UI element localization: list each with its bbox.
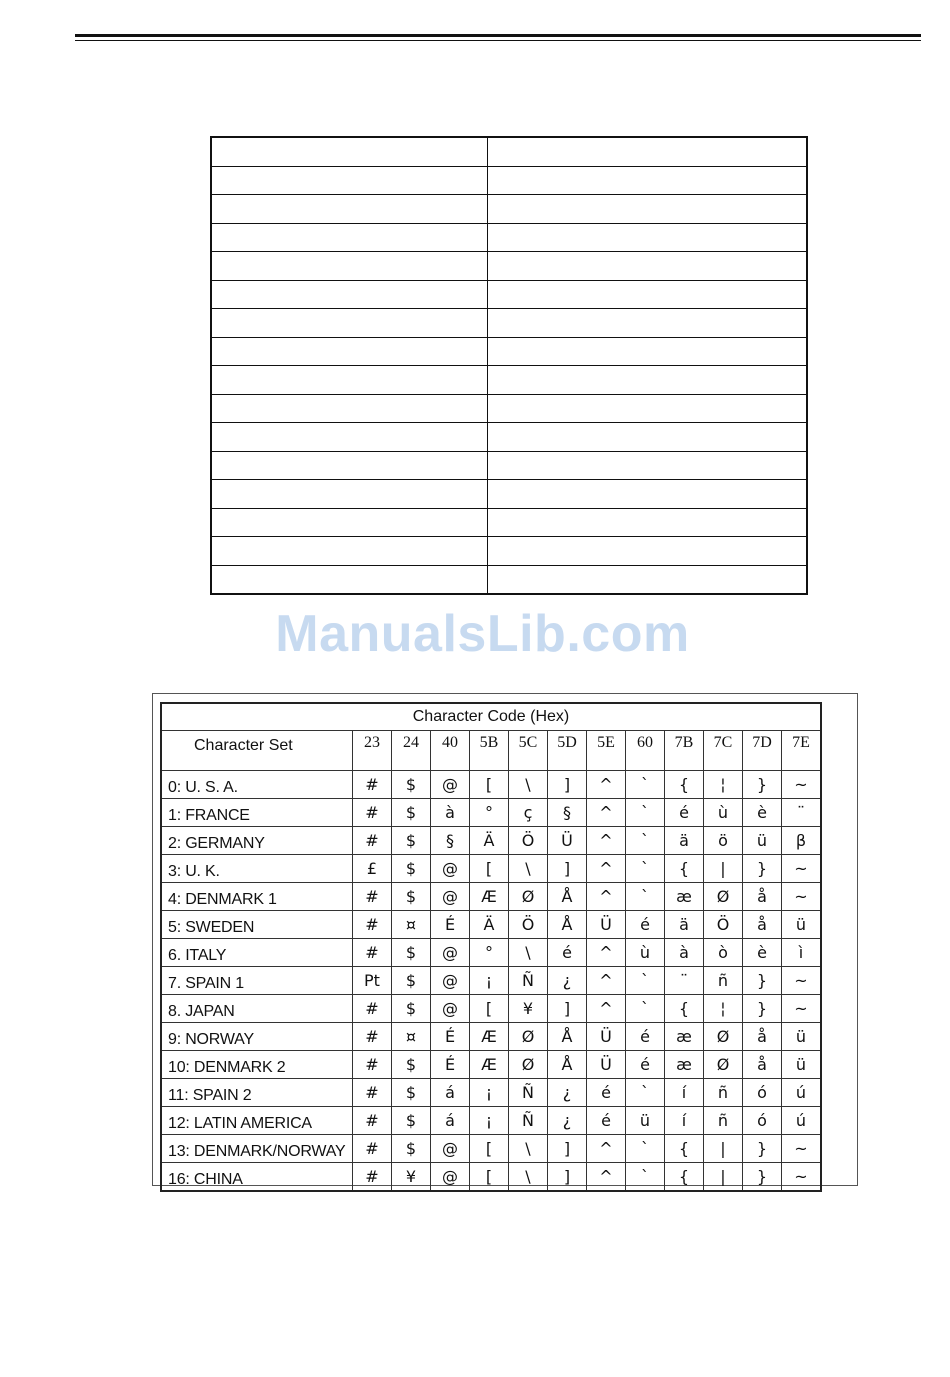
blank-table-cell: [211, 537, 488, 566]
character-cell: ñ: [704, 1107, 743, 1135]
character-set-name: 13: DENMARK/NORWAY: [161, 1135, 353, 1163]
character-cell: #: [353, 1079, 392, 1107]
header-rule-thin: [75, 40, 921, 41]
blank-table-row: [211, 394, 807, 423]
blank-table-cell: [211, 280, 488, 309]
character-cell: Ø: [509, 1051, 548, 1079]
character-cell: #: [353, 1023, 392, 1051]
table-row: [161, 1107, 821, 1135]
blank-table-row: [211, 451, 807, 480]
character-cell: #: [353, 1051, 392, 1079]
character-cell: ¥: [392, 1163, 431, 1192]
character-cell: é: [587, 1079, 626, 1107]
table-row: [161, 995, 821, 1023]
character-set-name: 9: NORWAY: [161, 1023, 353, 1051]
character-cell: °: [470, 799, 509, 827]
character-cell: @: [431, 1135, 470, 1163]
blank-table-row: [211, 166, 807, 195]
character-cell: Å: [548, 1023, 587, 1051]
character-set-name: 1: FRANCE: [161, 799, 353, 827]
character-cell: }: [743, 1135, 782, 1163]
character-cell: Ü: [587, 1023, 626, 1051]
character-cell: ¡: [470, 1079, 509, 1107]
blank-table-cell: [488, 337, 808, 366]
blank-table-cell: [488, 166, 808, 195]
blank-table-row: [211, 137, 807, 166]
character-cell: @: [431, 883, 470, 911]
character-cell: [: [470, 995, 509, 1023]
character-cell: å: [743, 1023, 782, 1051]
blank-table: [210, 136, 808, 595]
table-caption: Character Code (Hex): [161, 703, 821, 731]
character-cell: ü: [743, 827, 782, 855]
character-cell: ^: [587, 855, 626, 883]
table-row: [161, 1051, 821, 1079]
character-cell: ^: [587, 995, 626, 1023]
character-cell: #: [353, 911, 392, 939]
blank-table-row: [211, 337, 807, 366]
character-cell: ^: [587, 883, 626, 911]
character-cell: ^: [587, 1135, 626, 1163]
character-cell: {: [665, 1163, 704, 1192]
character-cell: |: [704, 1163, 743, 1192]
character-cell: ü: [626, 1107, 665, 1135]
character-cell: @: [431, 855, 470, 883]
character-cell: ¤: [392, 1023, 431, 1051]
blank-table-cell: [211, 337, 488, 366]
blank-table-row: [211, 508, 807, 537]
character-cell: Å: [548, 883, 587, 911]
character-cell: Ä: [470, 827, 509, 855]
blank-table-cell: [488, 537, 808, 566]
hex-code-header: 7C: [704, 731, 743, 771]
header-rule-thick: [75, 34, 921, 37]
character-cell: é: [626, 911, 665, 939]
character-cell: #: [353, 995, 392, 1023]
character-cell: ¿: [548, 1107, 587, 1135]
blank-table-cell: [488, 280, 808, 309]
character-cell: è: [743, 799, 782, 827]
character-cell: ]: [548, 855, 587, 883]
character-cell: Ñ: [509, 1079, 548, 1107]
character-code-chart: [152, 693, 858, 1186]
blank-table-cell: [488, 480, 808, 509]
character-cell: É: [431, 1023, 470, 1051]
character-cell: æ: [665, 1051, 704, 1079]
character-cell: #: [353, 1107, 392, 1135]
character-cell: æ: [665, 1023, 704, 1051]
character-set-name: 8. JAPAN: [161, 995, 353, 1023]
character-cell: Ø: [704, 1023, 743, 1051]
character-cell: ù: [626, 939, 665, 967]
hex-code-header: 5B: [470, 731, 509, 771]
hex-header-row: [161, 731, 821, 771]
character-cell: Ü: [548, 827, 587, 855]
character-cell: ]: [548, 771, 587, 799]
character-cell: $: [392, 827, 431, 855]
character-cell: ¨: [782, 799, 822, 827]
hex-code-header: 60: [626, 731, 665, 771]
character-cell: [: [470, 855, 509, 883]
character-cell: í: [665, 1107, 704, 1135]
blank-table-cell: [488, 423, 808, 452]
character-cell: Ä: [470, 911, 509, 939]
character-cell: `: [626, 855, 665, 883]
character-cell: ^: [587, 1163, 626, 1192]
character-cell: `: [626, 827, 665, 855]
character-cell: @: [431, 967, 470, 995]
hex-code-header: 7E: [782, 731, 822, 771]
table-row: [161, 883, 821, 911]
character-cell: ¿: [548, 967, 587, 995]
blank-table-cell: [211, 223, 488, 252]
character-cell: Æ: [470, 1051, 509, 1079]
character-cell: #: [353, 1135, 392, 1163]
character-cell: ~: [782, 771, 822, 799]
table-row: [161, 855, 821, 883]
character-cell: Ñ: [509, 967, 548, 995]
character-cell: #: [353, 799, 392, 827]
character-cell: §: [548, 799, 587, 827]
blank-table-cell: [211, 252, 488, 281]
character-cell: `: [626, 995, 665, 1023]
character-cell: é: [626, 1023, 665, 1051]
blank-table-cell: [488, 137, 808, 166]
blank-table-cell: [211, 480, 488, 509]
blank-table-row: [211, 366, 807, 395]
character-cell: ù: [704, 799, 743, 827]
character-cell: Ø: [509, 883, 548, 911]
character-cell: ó: [743, 1079, 782, 1107]
character-cell: Ö: [509, 827, 548, 855]
character-set-name: 4: DENMARK 1: [161, 883, 353, 911]
character-cell: [: [470, 771, 509, 799]
character-cell: ^: [587, 771, 626, 799]
blank-table-cell: [488, 394, 808, 423]
blank-table-row: [211, 195, 807, 224]
character-cell: ò: [704, 939, 743, 967]
character-cell: `: [626, 1079, 665, 1107]
table-row: [161, 1079, 821, 1107]
character-cell: °: [470, 939, 509, 967]
character-set-name: 0: U. S. A.: [161, 771, 353, 799]
blank-table-cell: [488, 252, 808, 281]
character-cell: ü: [782, 911, 822, 939]
character-cell: `: [626, 967, 665, 995]
character-cell: }: [743, 1163, 782, 1192]
hex-code-header: 5C: [509, 731, 548, 771]
character-cell: β: [782, 827, 822, 855]
character-cell: Ø: [704, 1051, 743, 1079]
character-cell: $: [392, 799, 431, 827]
character-cell: ¿: [548, 1079, 587, 1107]
blank-table-cell: [211, 309, 488, 338]
character-cell: ]: [548, 1163, 587, 1192]
character-cell: `: [626, 799, 665, 827]
hex-code-header: 7D: [743, 731, 782, 771]
blank-table-row: [211, 480, 807, 509]
character-cell: å: [743, 1051, 782, 1079]
character-cell: ¤: [392, 911, 431, 939]
character-cell: ¡: [470, 1107, 509, 1135]
character-cell: Å: [548, 911, 587, 939]
character-cell: @: [431, 1163, 470, 1192]
character-cell: ü: [782, 1023, 822, 1051]
blank-table-cell: [488, 565, 808, 594]
hex-code-header: 40: [431, 731, 470, 771]
character-cell: $: [392, 771, 431, 799]
character-cell: í: [665, 1079, 704, 1107]
character-cell: ]: [548, 995, 587, 1023]
blank-table-cell: [488, 366, 808, 395]
character-cell: ó: [743, 1107, 782, 1135]
character-set-name: 2: GERMANY: [161, 827, 353, 855]
character-cell: ç: [509, 799, 548, 827]
character-cell: \: [509, 1135, 548, 1163]
character-cell: $: [392, 939, 431, 967]
character-set-header: Character Set: [161, 731, 353, 771]
character-cell: ¥: [509, 995, 548, 1023]
character-cell: [: [470, 1135, 509, 1163]
character-cell: $: [392, 1051, 431, 1079]
character-cell: $: [392, 1079, 431, 1107]
blank-table-cell: [488, 195, 808, 224]
character-set-name: 5: SWEDEN: [161, 911, 353, 939]
character-cell: ~: [782, 995, 822, 1023]
character-cell: Ö: [509, 911, 548, 939]
character-cell: $: [392, 1135, 431, 1163]
hex-code-header: 5D: [548, 731, 587, 771]
character-cell: ¦: [704, 995, 743, 1023]
character-set-rows: [161, 771, 821, 1192]
character-cell: £: [353, 855, 392, 883]
blank-table-cell: [211, 394, 488, 423]
character-cell: #: [353, 939, 392, 967]
hex-code-header: 5E: [587, 731, 626, 771]
table-row: [161, 911, 821, 939]
character-set-name: 16: CHINA: [161, 1163, 353, 1192]
character-cell: á: [431, 1079, 470, 1107]
blank-table-cell: [211, 565, 488, 594]
character-cell: #: [353, 1163, 392, 1192]
character-cell: ~: [782, 967, 822, 995]
character-set-name: 6. ITALY: [161, 939, 353, 967]
character-cell: à: [665, 939, 704, 967]
character-cell: #: [353, 827, 392, 855]
blank-table-row: [211, 223, 807, 252]
character-cell: {: [665, 855, 704, 883]
character-cell: Ø: [704, 883, 743, 911]
blank-table-cell: [211, 166, 488, 195]
character-cell: ñ: [704, 1079, 743, 1107]
character-cell: `: [626, 1163, 665, 1192]
table-row: [161, 827, 821, 855]
blank-table-row: [211, 423, 807, 452]
character-cell: ¡: [470, 967, 509, 995]
blank-table-body: [211, 137, 807, 594]
character-cell: ^: [587, 799, 626, 827]
character-cell: [: [470, 1163, 509, 1192]
character-cell: `: [626, 771, 665, 799]
character-cell: æ: [665, 883, 704, 911]
character-cell: É: [431, 911, 470, 939]
table-row: [161, 799, 821, 827]
character-cell: ~: [782, 855, 822, 883]
character-cell: {: [665, 1135, 704, 1163]
character-cell: å: [743, 883, 782, 911]
character-cell: {: [665, 771, 704, 799]
watermark: ManualsLib.com: [275, 605, 690, 663]
blank-table-cell: [488, 223, 808, 252]
blank-table-cell: [211, 366, 488, 395]
character-cell: \: [509, 771, 548, 799]
character-cell: ¨: [665, 967, 704, 995]
character-cell: ñ: [704, 967, 743, 995]
character-cell: á: [431, 1107, 470, 1135]
character-cell: ö: [704, 827, 743, 855]
character-cell: Å: [548, 1051, 587, 1079]
hex-code-header: 23: [353, 731, 392, 771]
character-code-table: [160, 702, 822, 1192]
character-set-name: 3: U. K.: [161, 855, 353, 883]
character-cell: é: [548, 939, 587, 967]
character-cell: }: [743, 995, 782, 1023]
character-cell: ~: [782, 1163, 822, 1192]
character-cell: @: [431, 939, 470, 967]
character-cell: }: [743, 771, 782, 799]
caption-row: [161, 703, 821, 731]
character-set-name: 12: LATIN AMERICA: [161, 1107, 353, 1135]
character-cell: $: [392, 995, 431, 1023]
blank-table-cell: [488, 508, 808, 537]
blank-table-cell: [211, 423, 488, 452]
character-cell: Ü: [587, 1051, 626, 1079]
table-row: [161, 939, 821, 967]
character-cell: $: [392, 1107, 431, 1135]
character-cell: $: [392, 883, 431, 911]
character-cell: ä: [665, 911, 704, 939]
character-cell: `: [626, 1135, 665, 1163]
blank-table-row: [211, 280, 807, 309]
character-cell: Ü: [587, 911, 626, 939]
blank-table-cell: [211, 137, 488, 166]
table-row: [161, 967, 821, 995]
character-cell: }: [743, 967, 782, 995]
character-cell: Æ: [470, 1023, 509, 1051]
character-cell: ^: [587, 967, 626, 995]
character-cell: `: [626, 883, 665, 911]
character-cell: é: [665, 799, 704, 827]
blank-table-row: [211, 252, 807, 281]
character-cell: {: [665, 995, 704, 1023]
character-cell: |: [704, 855, 743, 883]
character-cell: Ø: [509, 1023, 548, 1051]
character-cell: ^: [587, 827, 626, 855]
character-cell: |: [704, 1135, 743, 1163]
blank-table-cell: [488, 451, 808, 480]
table-row: [161, 771, 821, 799]
character-cell: ì: [782, 939, 822, 967]
hex-code-header: 7B: [665, 731, 704, 771]
character-cell: ^: [587, 939, 626, 967]
blank-table-cell: [211, 195, 488, 224]
hex-code-header: 24: [392, 731, 431, 771]
character-cell: #: [353, 883, 392, 911]
blank-table-row: [211, 565, 807, 594]
character-cell: @: [431, 995, 470, 1023]
table-row: [161, 1023, 821, 1051]
character-cell: #: [353, 771, 392, 799]
character-cell: ~: [782, 1135, 822, 1163]
character-cell: §: [431, 827, 470, 855]
character-cell: É: [431, 1051, 470, 1079]
blank-table-cell: [211, 508, 488, 537]
character-cell: ¦: [704, 771, 743, 799]
character-cell: Æ: [470, 883, 509, 911]
character-cell: \: [509, 855, 548, 883]
character-set-name: 7. SPAIN 1: [161, 967, 353, 995]
table-row: [161, 1163, 821, 1192]
character-cell: à: [431, 799, 470, 827]
character-cell: è: [743, 939, 782, 967]
character-cell: é: [626, 1051, 665, 1079]
character-cell: ä: [665, 827, 704, 855]
blank-table-cell: [211, 451, 488, 480]
character-cell: Ö: [704, 911, 743, 939]
character-cell: ]: [548, 1135, 587, 1163]
character-cell: ~: [782, 883, 822, 911]
character-cell: é: [587, 1107, 626, 1135]
character-set-name: 10: DENMARK 2: [161, 1051, 353, 1079]
character-cell: \: [509, 939, 548, 967]
character-cell: å: [743, 911, 782, 939]
blank-table-row: [211, 537, 807, 566]
character-cell: }: [743, 855, 782, 883]
character-cell: $: [392, 967, 431, 995]
character-cell: $: [392, 855, 431, 883]
character-cell: Ñ: [509, 1107, 548, 1135]
character-cell: @: [431, 771, 470, 799]
blank-table-row: [211, 309, 807, 338]
character-cell: ü: [782, 1051, 822, 1079]
character-cell: ú: [782, 1107, 822, 1135]
character-cell: \: [509, 1163, 548, 1192]
table-row: [161, 1135, 821, 1163]
blank-table-cell: [488, 309, 808, 338]
character-cell: ú: [782, 1079, 822, 1107]
character-set-name: 11: SPAIN 2: [161, 1079, 353, 1107]
character-cell: Pt: [353, 967, 392, 995]
